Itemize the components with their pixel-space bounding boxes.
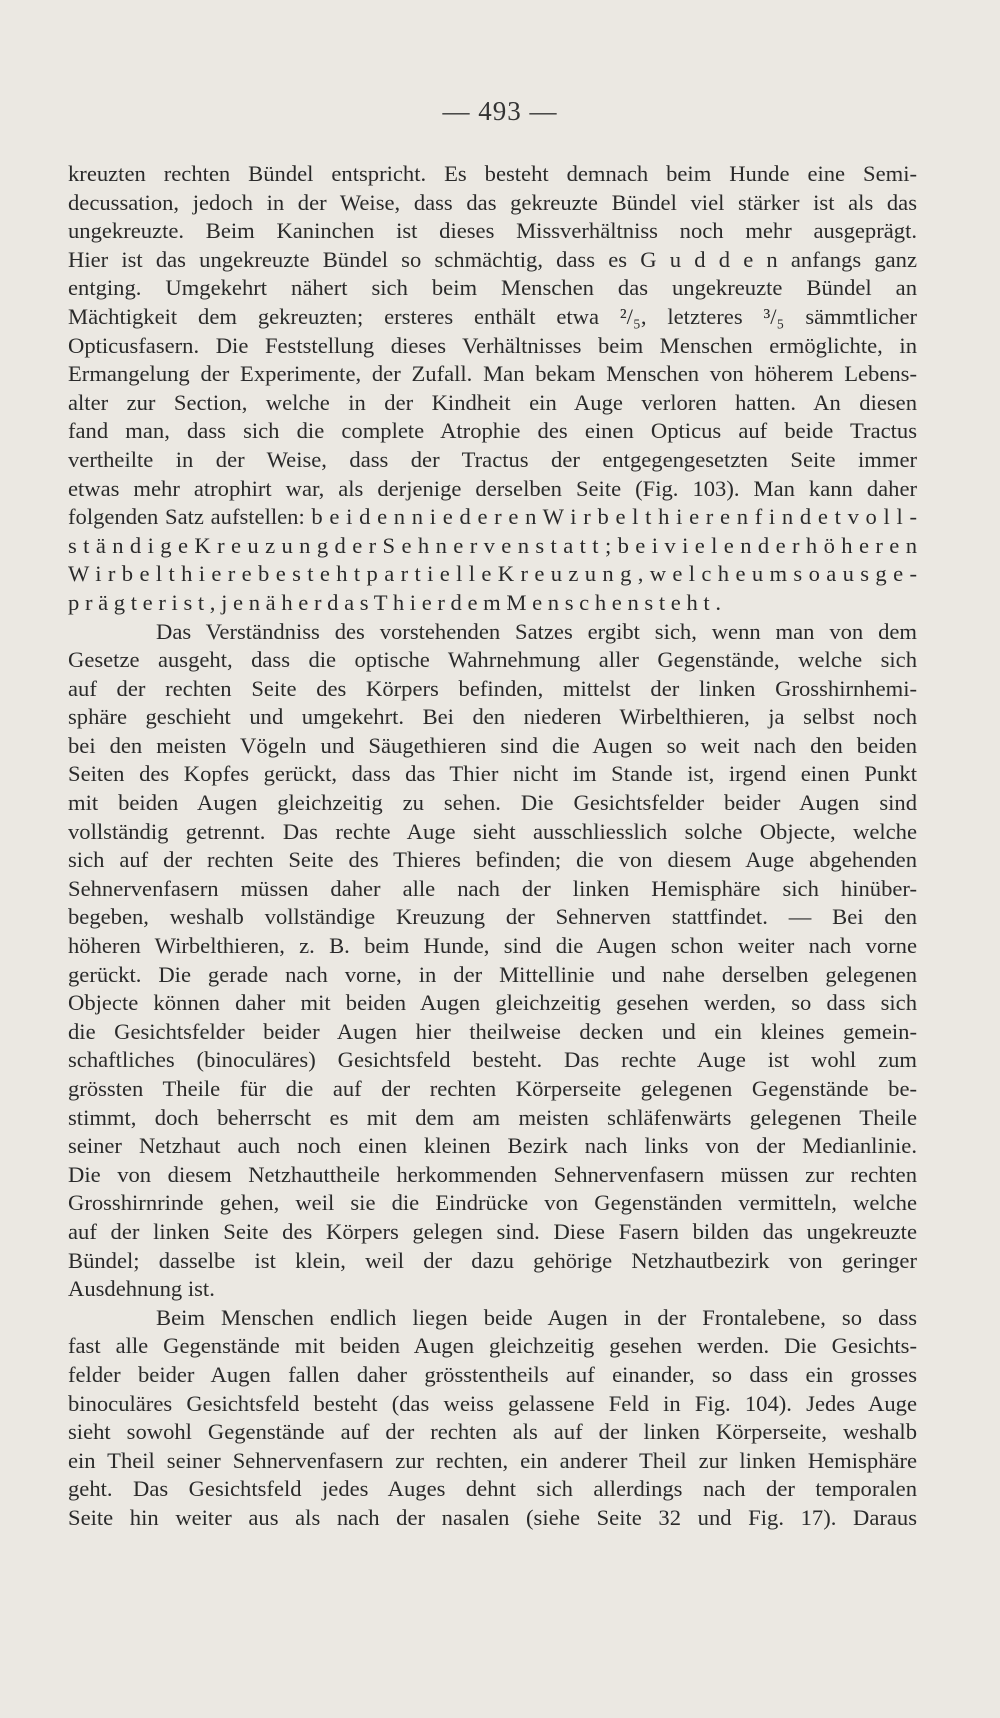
text-line: seiner Netzhaut auch noch einen kleinen Bezirk nach links von der Medianlinie. (68, 1133, 917, 1159)
text-line: Gesetze ausgeht, dass die optische Wahrnehmung aller Gegenstände, welche sich (68, 647, 917, 673)
text-line: gerückt. Die gerade nach vorne, in der Mittellinie und nahe derselben gelegenen (68, 961, 917, 987)
text-line: sphäre geschieht und umgekehrt. Bei den niederen Wirbelthieren, ja selbst noch (68, 704, 917, 730)
text-line: etwas mehr atrophirt war, als derjenige derselben Seite (Fig. 103). Man kann daher (68, 475, 917, 501)
text-line: felder beider Augen fallen daher grösstentheils auf einander, so dass ein grosses (68, 1361, 917, 1387)
text-line: Beim Menschen endlich liegen beide Augen in der Frontalebene, so dass (156, 1304, 917, 1330)
text-line: Ermangelung der Experimente, der Zufall. Man bekam Menschen von höherem Lebens- (68, 361, 917, 387)
text-line: sich auf der rechten Seite des Thieres befinden; die von diesem Auge abgehenden (68, 847, 917, 873)
text-line: Ausdehnung ist. (68, 1276, 215, 1302)
text-line: geht. Das Gesichtsfeld jedes Auges dehnt sich allerdings nach der temporalen (68, 1476, 917, 1502)
page-number: — 493 — (442, 96, 558, 126)
text-line: vollständig getrennt. Das rechte Auge sieht ausschliesslich solche Objecte, welche (68, 818, 917, 844)
text-line: fand man, dass sich die complete Atrophie des einen Opticus auf beide Tractus (68, 418, 917, 444)
text-line: folgenden Satz aufstellen: b e i d e n n i e d e r e n W i r b e l t h i e r e n f i n d e t v o l l - (68, 504, 917, 530)
text-line: die Gesichtsfelder beider Augen hier theilweise decken und ein kleines gemein- (68, 1018, 917, 1044)
text-line: Hier ist das ungekreuzte Bündel so schmächtig, dass es G u d d e n anfangs ganz (68, 246, 917, 272)
text-line: binoculäres Gesichtsfeld besteht (das weiss gelassene Feld in Fig. 104). Jedes Auge (68, 1390, 917, 1416)
text-line: grössten Theile für die auf der rechten Körperseite gelegenen Gegenstände be- (68, 1076, 917, 1101)
text-line: W i r b e l t h i e r e b e s t e h t p a r t i e l l e K r e u z u n g , w e l c h e u m s o a u s g e - (68, 561, 917, 587)
text-line: schaftliches (binoculäres) Gesichtsfeld besteht. Das rechte Auge ist wohl zum (68, 1047, 917, 1073)
text-line: Seiten des Kopfes gerückt, dass das Thier nicht im Stande ist, irgend einen Punkt (68, 761, 917, 787)
text-line: alter zur Section, welche in der Kindheit ein Auge verloren hatten. An diesen (68, 389, 917, 415)
text-line: stimmt, doch beherrscht es mit dem am meisten schläfenwärts gelegenen Theile (68, 1104, 917, 1130)
text-line: Objecte können daher mit beiden Augen gleichzeitig gesehen werden, so dass sich (68, 990, 917, 1016)
text-line: p r ä g t e r i s t , j e n ä h e r d a s T h i e r d e m M e n s c h e n s t e h t . (68, 589, 721, 615)
text-line: auf der rechten Seite des Körpers befinden, mittelst der linken Grosshirnhemi- (68, 675, 917, 701)
text-line: Die von diesem Netzhauttheile herkommenden Sehnervenfasern müssen zur rechten (68, 1161, 917, 1187)
text-line: Bündel; dasselbe ist klein, weil der dazu gehörige Netzhautbezirk von geringer (68, 1247, 917, 1273)
text-line: höheren Wirbelthieren, z. B. beim Hunde, sind die Augen schon weiter nach vorne (68, 933, 917, 959)
text-line: Grosshirnrinde gehen, weil sie die Eindrücke von Gegenständen vermitteln, welche (68, 1190, 917, 1216)
text-line: mit beiden Augen gleichzeitig zu sehen. Die Gesichtsfelder beider Augen sind (68, 790, 917, 816)
text-line: ein Theil seiner Sehnervenfasern zur rechten, ein anderer Theil zur linken Hemisphäre (68, 1447, 917, 1473)
text-line: begeben, weshalb vollständige Kreuzung der Sehnerven stattfindet. — Bei den (68, 904, 917, 930)
text-line: kreuzten rechten Bündel entspricht. Es besteht demnach beim Hunde eine Semi- (68, 161, 917, 186)
text-line: s t ä n d i g e K r e u z u n g d e r S e h n e r v e n s t a t t ; b e i v i e l e n d e r h ö h e r e n (68, 532, 917, 558)
text-line: Seite hin weiter aus als nach der nasalen (siehe Seite 32 und Fig. 17). Daraus (68, 1504, 917, 1530)
text-line: auf der linken Seite des Körpers gelegen sind. Diese Fasern bilden das ungekreuzte (68, 1218, 917, 1244)
text-line: vertheilte in der Weise, dass der Tractus der entgegengesetzten Seite immer (68, 446, 917, 472)
text-line: Das Verständniss des vorstehenden Satzes ergibt sich, wenn man von dem (156, 618, 917, 644)
text-line: Opticusfasern. Die Feststellung dieses Verhältnisses beim Menschen ermöglichte, in (68, 332, 917, 358)
text-line: ungekreuzte. Beim Kaninchen ist dieses Missverhältniss noch mehr ausgeprägt. (68, 218, 917, 244)
text-line: bei den meisten Vögeln und Säugethieren sind die Augen so weit nach den beiden (68, 732, 917, 758)
text-line: fast alle Gegenstände mit beiden Augen gleichzeitig gesehen werden. Die Gesichts- (68, 1333, 917, 1359)
text-line: entging. Umgekehrt nähert sich beim Menschen das ungekreuzte Bündel an (68, 275, 917, 301)
text-line: decussation, jedoch in der Weise, dass das gekreuzte Bündel viel stärker ist als das (68, 189, 917, 215)
text-line: sieht sowohl Gegenstände auf der rechten als auf der linken Körperseite, weshalb (68, 1419, 917, 1445)
text-line: Sehnervenfasern müssen daher alle nach der linken Hemisphäre sich hinüber- (68, 875, 917, 901)
text-line: Mächtigkeit dem gekreuzten; ersteres enthält etwa ²/₅, letzteres ³/₅ sämmtlicher (68, 303, 917, 329)
page-body-text (68, 160, 917, 1533)
